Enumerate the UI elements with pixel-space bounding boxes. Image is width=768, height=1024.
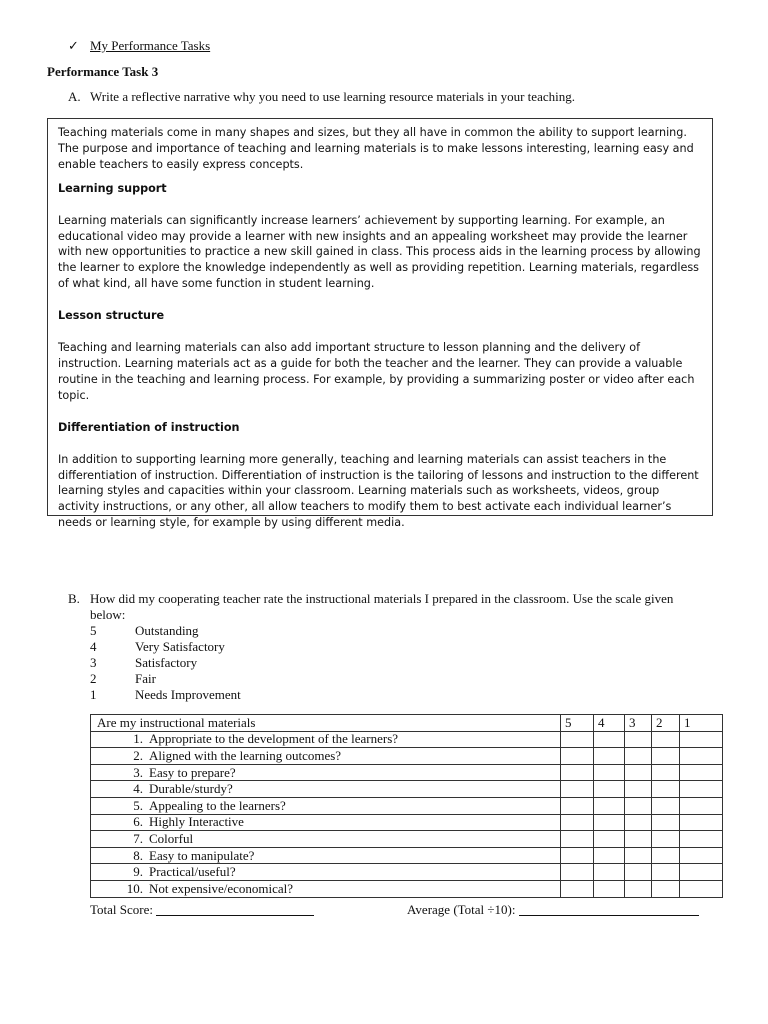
- rating-cell-4[interactable]: [594, 797, 625, 814]
- part-a-prompt-line: [68, 89, 575, 105]
- rating-cell-1[interactable]: [680, 764, 723, 781]
- rating-cell-4[interactable]: [594, 764, 625, 781]
- rating-cell-1[interactable]: [680, 864, 723, 881]
- criterion-cell: 8. Easy to manipulate?: [91, 847, 561, 864]
- rating-cell-1[interactable]: [680, 748, 723, 765]
- rating-cell-2[interactable]: [652, 748, 680, 765]
- criterion-cell: 7. Colorful: [91, 831, 561, 848]
- rating-cell-1[interactable]: [680, 781, 723, 798]
- table-row: [91, 831, 723, 848]
- table-row: [91, 880, 723, 897]
- rating-cell-3[interactable]: [625, 748, 652, 765]
- rating-cell-3[interactable]: [625, 847, 652, 864]
- average-line: [407, 902, 699, 918]
- my-performance-tasks-line: [68, 38, 210, 54]
- rating-cell-5[interactable]: [561, 764, 594, 781]
- criterion-cell: 1. Appropriate to the development of the learners?: [91, 731, 561, 748]
- rating-cell-5[interactable]: [561, 864, 594, 881]
- checkmark-icon: ✓: [68, 38, 79, 53]
- part-a-marker: A.: [68, 89, 81, 104]
- rating-column-5: 5: [561, 715, 594, 732]
- rating-table: [90, 714, 723, 898]
- part-b: [68, 591, 708, 703]
- rating-column-2: 2: [652, 715, 680, 732]
- criterion-cell: 10. Not expensive/economical?: [91, 880, 561, 897]
- rating-cell-5[interactable]: [561, 847, 594, 864]
- scale-item: 4 Very Satisfactory: [90, 639, 225, 654]
- table-row: [91, 847, 723, 864]
- table-header-question: Are my instructional materials: [91, 715, 561, 732]
- rating-column-1: 1: [680, 715, 723, 732]
- rating-cell-1[interactable]: [680, 814, 723, 831]
- rating-cell-1[interactable]: [680, 880, 723, 897]
- rating-cell-2[interactable]: [652, 731, 680, 748]
- section-body-lesson-structure: Teaching and learning materials can also add important structure to lesson planning and the delivery of instruction. Learning materials act as a guide for both the teacher and the learner. They can provide a valuable routine in the teaching and learning process. For example, by providing a summarizing poster or video after each topic.: [58, 341, 695, 402]
- rating-cell-4[interactable]: [594, 864, 625, 881]
- part-a-prompt: Write a reflective narrative why you need to use learning resource materials in your teaching.: [90, 89, 575, 104]
- my-performance-tasks-heading: My Performance Tasks: [90, 38, 211, 53]
- rating-cell-3[interactable]: [625, 814, 652, 831]
- rating-cell-4[interactable]: [594, 880, 625, 897]
- table-row: [91, 748, 723, 765]
- rating-cell-4[interactable]: [594, 731, 625, 748]
- reflective-narrative-box: [47, 118, 713, 530]
- rating-column-4: 4: [594, 715, 625, 732]
- rating-cell-5[interactable]: [561, 814, 594, 831]
- rating-cell-2[interactable]: [652, 764, 680, 781]
- rating-cell-1[interactable]: [680, 797, 723, 814]
- table-row: [91, 764, 723, 781]
- section-heading-learning-support: Learning support: [58, 181, 167, 195]
- performance-task-title: Performance Task 3: [47, 64, 159, 79]
- rating-cell-4[interactable]: [594, 847, 625, 864]
- rating-cell-5[interactable]: [561, 880, 594, 897]
- rating-cell-4[interactable]: [594, 781, 625, 798]
- section-body-differentiation: In addition to supporting learning more generally, teaching and learning materials can assist teachers in the differentiation of instruction. Differentiation of instruction is the tailoring of lessons and instruction to the different learning styles and capacities within your classroom. Learning materials such as worksheets, videos, group activity instructions, or any other, all allow teachers to modify them to best activate each individual learner’s needs or learning style, for example by using different media.: [58, 452, 699, 530]
- table-row: [91, 797, 723, 814]
- total-score-label: Total Score:: [90, 902, 153, 917]
- table-row: [91, 781, 723, 798]
- scale-item: 2 Fair: [90, 671, 156, 686]
- criterion-cell: 2. Aligned with the learning outcomes?: [91, 748, 561, 765]
- rating-cell-2[interactable]: [652, 781, 680, 798]
- rating-cell-3[interactable]: [625, 880, 652, 897]
- table-row: [91, 731, 723, 748]
- total-score-blank[interactable]: [156, 903, 314, 916]
- rating-cell-5[interactable]: [561, 748, 594, 765]
- scale-item: 3 Satisfactory: [90, 655, 198, 670]
- section-heading-differentiation: Differentiation of instruction: [58, 420, 240, 434]
- rating-scale-legend: [68, 623, 708, 703]
- rating-cell-2[interactable]: [652, 880, 680, 897]
- criterion-cell: 3. Easy to prepare?: [91, 764, 561, 781]
- rating-cell-2[interactable]: [652, 797, 680, 814]
- essay-intro: Teaching materials come in many shapes and sizes, but they all have in common the ability to support learning. The purpose and importance of teaching and learning materials is to make lessons interesting, learning easy and enable teachers to easily express concepts.: [58, 126, 694, 171]
- part-b-marker: B.: [68, 591, 80, 606]
- part-b-prompt: How did my cooperating teacher rate the instructional materials I prepared in the classroom. Use the scale given below:: [90, 591, 674, 622]
- rating-cell-4[interactable]: [594, 748, 625, 765]
- rating-cell-2[interactable]: [652, 847, 680, 864]
- rating-column-3: 3: [625, 715, 652, 732]
- scale-item: 1 Needs Improvement: [90, 687, 241, 702]
- rating-cell-1[interactable]: [680, 731, 723, 748]
- rating-cell-3[interactable]: [625, 831, 652, 848]
- rating-cell-3[interactable]: [625, 731, 652, 748]
- criterion-cell: 4. Durable/sturdy?: [91, 781, 561, 798]
- table-header-row: [91, 715, 723, 732]
- rating-cell-3[interactable]: [625, 764, 652, 781]
- rating-cell-2[interactable]: [652, 831, 680, 848]
- part-b-prompt-line: [68, 591, 708, 623]
- average-label: Average (Total ÷10):: [407, 902, 516, 917]
- scale-item: 5 Outstanding: [90, 623, 199, 638]
- criterion-cell: 6. Highly Interactive: [91, 814, 561, 831]
- section-body-learning-support: Learning materials can significantly increase learners’ achievement by supporting learning. For example, an educational video may provide a learner with new insights and an appealing worksheet may provide the learner with new opportunities to practice a new skill gained in class. This process aids in the learning process by allowing the learner to explore the knowledge independently as well as providing repetition. Learning materials, regardless of what kind, all have some function in student learning.: [58, 213, 701, 291]
- table-row: [91, 864, 723, 881]
- rating-cell-2[interactable]: [652, 814, 680, 831]
- rating-cell-5[interactable]: [561, 831, 594, 848]
- rating-cell-4[interactable]: [594, 814, 625, 831]
- rating-cell-3[interactable]: [625, 797, 652, 814]
- rating-cell-5[interactable]: [561, 731, 594, 748]
- rating-cell-5[interactable]: [561, 797, 594, 814]
- rating-cell-2[interactable]: [652, 864, 680, 881]
- rating-cell-1[interactable]: [680, 847, 723, 864]
- table-row: [91, 814, 723, 831]
- rating-cell-1[interactable]: [680, 831, 723, 848]
- average-blank[interactable]: [519, 903, 699, 916]
- criterion-cell: 5. Appealing to the learners?: [91, 797, 561, 814]
- criterion-cell: 9. Practical/useful?: [91, 864, 561, 881]
- section-heading-lesson-structure: Lesson structure: [58, 309, 165, 323]
- rating-cell-4[interactable]: [594, 831, 625, 848]
- total-score-line: [90, 902, 314, 918]
- rating-cell-3[interactable]: [625, 781, 652, 798]
- rating-cell-5[interactable]: [561, 781, 594, 798]
- rating-cell-3[interactable]: [625, 864, 652, 881]
